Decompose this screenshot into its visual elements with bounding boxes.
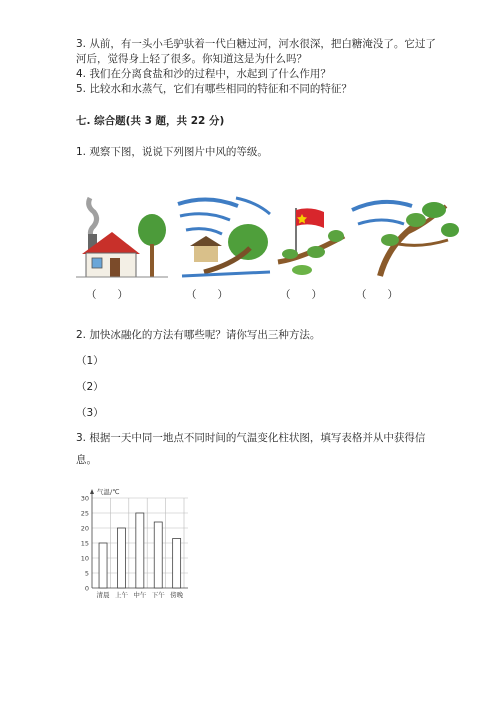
wind-question: 1. 观察下图，说说下列图片中风的等级。 — [76, 146, 268, 158]
q3-story-line1: 3. 从前，有一头小毛驴驮着一代白糖过河，河水很深，把白糖淹没了。它过了 — [76, 38, 436, 50]
bar-中午 — [136, 513, 144, 588]
bar-清晨 — [99, 543, 107, 588]
house-with-smoke-illustration — [76, 190, 168, 280]
ice-answer-2[interactable]: （2） — [76, 381, 104, 393]
temperature-bar-chart — [72, 482, 192, 607]
wind-answer-blank-3[interactable]: （ ） — [280, 289, 322, 301]
section-title: 七. 综合题(共 3 题，共 22 分) — [76, 115, 225, 127]
y-axis-arrow — [90, 489, 94, 494]
y-tick-label-25: 25 — [80, 509, 89, 518]
y-tick-label-10: 10 — [80, 554, 89, 563]
x-tick-label-下午: 下午 — [151, 591, 165, 599]
wind-answer-blank-1[interactable]: （ ） — [86, 289, 128, 301]
y-axis-label: 气温/℃ — [97, 488, 120, 496]
bar-下午 — [154, 522, 162, 588]
ice-answer-1[interactable]: （1） — [76, 355, 104, 367]
x-tick-label-中午: 中午 — [133, 591, 147, 599]
x-tick-label-傍晚: 傍晚 — [170, 591, 184, 599]
temp-question-line1: 3. 根据一天中同一地点不同时间的气温变化柱状图，填写表格并从中获得信 — [76, 432, 426, 444]
temp-question-line2: 息。 — [76, 454, 97, 466]
q4-text: 4. 我们在分离食盐和沙的过程中，水起到了什么作用？ — [76, 68, 331, 80]
y-tick-label-5: 5 — [84, 569, 89, 578]
y-tick-label-20: 20 — [80, 524, 89, 533]
flag-branch-illustration — [276, 190, 348, 280]
x-tick-label-清晨: 清晨 — [96, 591, 110, 599]
ice-answer-3[interactable]: （3） — [76, 407, 104, 419]
storm-tree-illustration — [176, 190, 274, 280]
bar-上午 — [117, 528, 125, 588]
y-tick-label-30: 30 — [80, 494, 89, 503]
bar-傍晚 — [173, 539, 181, 589]
y-tick-label-0: 0 — [84, 584, 89, 593]
wind-answer-blank-4[interactable]: （ ） — [356, 289, 398, 301]
ice-question: 2. 加快冰融化的方法有哪些呢？请你写出三种方法。 — [76, 329, 321, 341]
q3-story-line2: 河后，觉得身上轻了很多。你知道这是为什么吗？ — [76, 53, 307, 65]
x-tick-label-上午: 上午 — [114, 591, 128, 599]
q5-text: 5. 比较水和水蒸气，它们有哪些相同的特征和不同的特征？ — [76, 83, 352, 95]
wind-answer-blank-2[interactable]: （ ） — [186, 289, 228, 301]
y-tick-label-15: 15 — [80, 539, 89, 548]
wind-bent-tree-illustration — [350, 190, 462, 280]
